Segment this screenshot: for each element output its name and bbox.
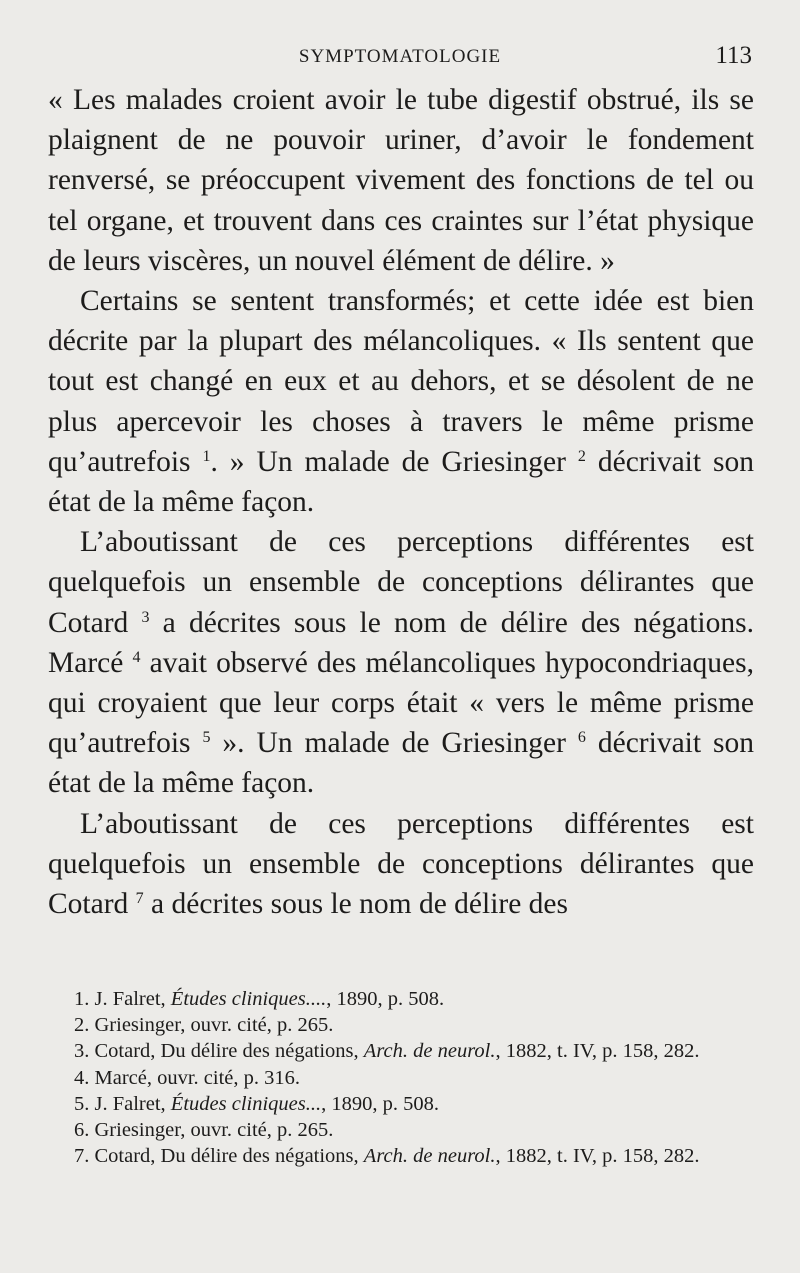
text-run: décrivait son état de la même façon. (48, 445, 754, 519)
footnote (48, 1091, 754, 1117)
footnotes (48, 986, 754, 1169)
text-run: . » Un malade de Griesinger (210, 445, 578, 478)
paragraph (48, 804, 754, 925)
footnote-ref: 5 (202, 729, 211, 747)
text-run: 7. Cotard, Du délire des négations, (74, 1145, 364, 1168)
text-run: Certains se sentent transformés; et cette idée est bien décrite par la plupart des mélancoliques. « Ils sentent que tout est changé en eux et au dehors, et se désolent de ne plus apercevoir les choses à travers le même prisme qu’autrefois (48, 285, 754, 478)
text-run: L’aboutissant de ces perceptions différentes est quelquefois un ensemble de conceptions délirantes que Cotard (48, 526, 754, 639)
text-run: a décrites sous le nom de délire des (143, 888, 569, 921)
text-run: 5. J. Falret, (74, 1092, 171, 1115)
footnote (48, 1012, 754, 1038)
text-run: 4. Marcé, ouvr. cité, p. 316. (74, 1066, 301, 1089)
text-run: , 1882, t. IV, p. 158, 282. (495, 1145, 700, 1168)
footnote (48, 986, 754, 1012)
text-run: 3. Cotard, Du délire des négations, (74, 1040, 364, 1063)
paragraph (48, 80, 754, 281)
text-run: « Les malades croient avoir le tube digestif obstrué, ils se plaignent de ne pouvoir uriner, d’avoir le fondement renversé, se préoccupent vivement des fonctions de tel ou tel organe, et trouvent dans ces craintes sur l’état physique de leurs viscères, un nouvel élément de délire. » (48, 84, 754, 277)
footnote (48, 1143, 754, 1169)
text-run: 1. J. Falret, (74, 988, 171, 1010)
footnote-ref: 1 (202, 447, 211, 465)
paragraph (48, 522, 754, 803)
footnote (48, 1038, 754, 1064)
footnote-ref: 6 (577, 729, 586, 747)
running-head (48, 42, 752, 72)
italic-title: Arch. de neurol. (363, 1145, 496, 1168)
text-run: avait observé des mélancoliques hypocondriaques, qui croyaient que leur corps était « vers le même prisme qu’autrefois (48, 646, 754, 760)
text-run: , 1882, t. IV, p. 158, 282. (495, 1040, 700, 1063)
italic-title: Arch. de neurol. (363, 1040, 496, 1063)
running-title: SYMPTOMATOLOGIE (298, 46, 502, 67)
footnote-ref: 2 (577, 447, 586, 465)
footnote-ref: 4 (132, 648, 141, 666)
paragraph (48, 281, 754, 522)
text-run: ». Un malade de Griesinger (210, 727, 578, 760)
text-run: a décrites sous le nom de délire des négations. Marcé (48, 606, 754, 679)
footnote-ref: 7 (135, 890, 144, 908)
text-run: , 1890, p. 508. (326, 988, 445, 1010)
footnote (48, 1117, 754, 1143)
text-run: , 1890, p. 508. (321, 1092, 439, 1115)
text-run: décrivait son état de la même façon. (48, 727, 754, 800)
text-run: L’aboutissant de ces perceptions différentes est quelquefois un ensemble de conceptions délirantes que Cotard (48, 807, 754, 921)
text-run: 6. Griesinger, ouvr. cité, p. 265. (74, 1119, 334, 1142)
text-run: 2. Griesinger, ouvr. cité, p. 265. (74, 1014, 334, 1037)
italic-title: Études cliniques.... (170, 988, 327, 1010)
page-number: 113 (715, 42, 752, 69)
body-text (48, 80, 754, 924)
footnote (48, 1065, 754, 1091)
italic-title: Études cliniques... (170, 1092, 322, 1115)
footnote-ref: 3 (141, 608, 150, 626)
